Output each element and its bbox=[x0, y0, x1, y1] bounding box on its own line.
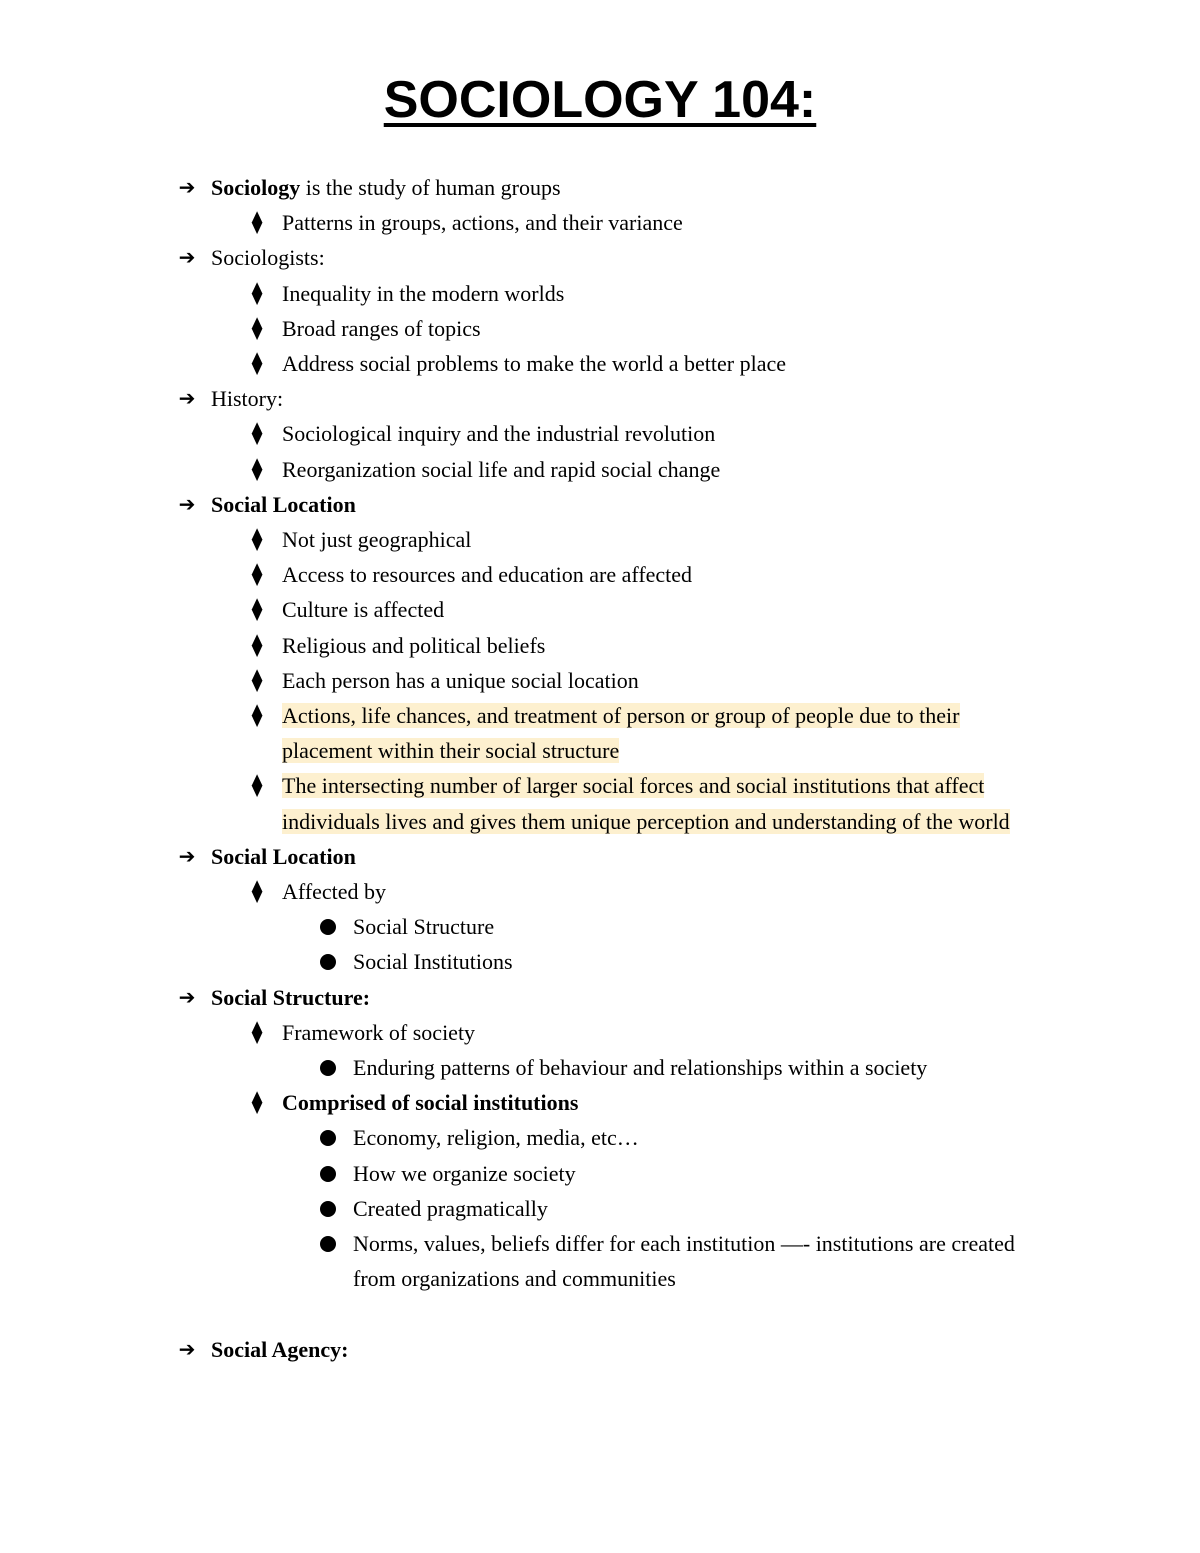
outline-item-text bbox=[282, 205, 1050, 240]
outline-item-text bbox=[211, 839, 1070, 874]
outline-item bbox=[0, 381, 1200, 416]
filled-circle-icon bbox=[313, 1226, 343, 1264]
diamond-icon: ⧫ bbox=[251, 562, 263, 588]
text-run: Affected by bbox=[282, 879, 387, 905]
bold-text: Comprised of social institutions bbox=[282, 1090, 579, 1116]
bold-text: Sociology bbox=[211, 175, 301, 200]
outline-item-text bbox=[353, 1050, 1050, 1085]
diamond-icon: ⧫ bbox=[251, 632, 263, 658]
outline-item bbox=[0, 839, 1200, 874]
text-run: Each person has a unique social location bbox=[282, 667, 639, 693]
text-run: Social Structure bbox=[353, 914, 495, 940]
diamond-icon: ⧫ bbox=[251, 1019, 263, 1045]
outline-item bbox=[0, 1120, 1200, 1155]
outline-item bbox=[0, 698, 1200, 768]
text-run: Patterns in groups, actions, and their variance bbox=[282, 210, 683, 236]
outline-item-text bbox=[282, 416, 1050, 451]
outline-item-text bbox=[282, 452, 1050, 487]
bold-text: Social Location bbox=[211, 491, 356, 517]
outline-item bbox=[0, 663, 1200, 698]
diamond-icon: ⧫ bbox=[251, 351, 263, 377]
diamond-icon: ⧫ bbox=[251, 527, 263, 553]
text-run: Sociologists: bbox=[211, 245, 325, 271]
outline-item bbox=[0, 628, 1200, 663]
outline-item-text bbox=[282, 557, 1050, 592]
outline-item-text bbox=[282, 874, 1050, 909]
outline-item bbox=[0, 205, 1200, 240]
outline-item bbox=[0, 1226, 1200, 1296]
outline-item-text bbox=[211, 170, 1070, 205]
outline-item bbox=[0, 170, 1200, 205]
diamond-icon: ⧫ bbox=[251, 879, 263, 905]
outline-item-text bbox=[353, 1156, 1050, 1191]
text-run: Inequality in the modern worlds bbox=[282, 280, 565, 306]
text-run: is the study of human groups bbox=[300, 175, 561, 200]
text-run: Sociological inquiry and the industrial revolution bbox=[282, 421, 716, 447]
outline-item-text bbox=[353, 1120, 1050, 1155]
outline-item bbox=[0, 1015, 1200, 1050]
outline-item-text bbox=[282, 592, 1050, 627]
text-run: Norms, values, beliefs differ for each institution —- institutions are created from organizations and communities bbox=[353, 1231, 1015, 1292]
outline-item bbox=[0, 874, 1200, 909]
outline-item bbox=[0, 768, 1200, 838]
arrow-right-icon: ➔ bbox=[178, 386, 196, 411]
outline-item bbox=[0, 944, 1200, 979]
outline-item-text bbox=[211, 381, 1070, 416]
arrow-right-icon: ➔ bbox=[178, 491, 196, 516]
text-run: Created pragmatically bbox=[353, 1195, 548, 1221]
outline-item-text bbox=[353, 909, 1050, 944]
outline-item bbox=[0, 276, 1200, 311]
outline-item bbox=[0, 346, 1200, 381]
text-run: Actions, life chances, and treatment of person or group of people due to their placement within their social structure bbox=[282, 703, 960, 764]
text-run: Access to resources and education are affected bbox=[282, 562, 693, 588]
filled-circle-icon bbox=[313, 909, 343, 947]
outline-item-text bbox=[211, 487, 1070, 522]
outline-item bbox=[0, 240, 1200, 275]
outline-item-text bbox=[282, 698, 1050, 768]
outline-item-text bbox=[282, 1085, 1050, 1120]
outline-item-text bbox=[353, 1191, 1050, 1226]
bullet-outline bbox=[0, 170, 1200, 1367]
diamond-icon: ⧫ bbox=[251, 280, 263, 306]
text-run: Reorganization social life and rapid social change bbox=[282, 456, 721, 482]
diamond-icon: ⧫ bbox=[251, 315, 263, 341]
outline-item-text bbox=[282, 311, 1050, 346]
outline-item-text bbox=[282, 1015, 1050, 1050]
diamond-icon: ⧫ bbox=[251, 597, 263, 623]
arrow-right-icon: ➔ bbox=[178, 1336, 196, 1361]
outline-item bbox=[0, 980, 1200, 1015]
arrow-right-icon: ➔ bbox=[178, 245, 196, 270]
outline-item bbox=[0, 522, 1200, 557]
filled-circle-icon bbox=[313, 1050, 343, 1088]
text-run: The intersecting number of larger social forces and social institutions that affect individuals lives and gives them unique perception and understanding of the world bbox=[282, 773, 1010, 834]
outline-item-text bbox=[211, 240, 1070, 275]
outline-item bbox=[0, 557, 1200, 592]
filled-circle-icon bbox=[313, 1156, 343, 1194]
outline-item bbox=[0, 1156, 1200, 1191]
text-run: How we organize society bbox=[353, 1160, 576, 1186]
outline-item-text bbox=[353, 944, 1050, 979]
outline-item bbox=[0, 592, 1200, 627]
text-run: Not just geographical bbox=[282, 527, 472, 553]
text-run: Social Institutions bbox=[353, 949, 513, 975]
filled-circle-icon bbox=[313, 1120, 343, 1158]
text-run: Address social problems to make the world a better place bbox=[282, 351, 787, 377]
filled-circle-icon bbox=[313, 1191, 343, 1229]
outline-item bbox=[0, 1085, 1200, 1120]
filled-circle-icon bbox=[313, 944, 343, 982]
arrow-right-icon: ➔ bbox=[178, 175, 196, 199]
document-title: SOCIOLOGY 104: bbox=[383, 71, 817, 129]
outline-item-text bbox=[211, 980, 1070, 1015]
outline-item-text bbox=[282, 276, 1050, 311]
arrow-right-icon: ➔ bbox=[178, 984, 196, 1009]
outline-item-text bbox=[282, 768, 1050, 838]
outline-item-text bbox=[211, 1332, 1070, 1367]
outline-item-text bbox=[282, 663, 1050, 698]
diamond-icon: ⧫ bbox=[251, 703, 263, 729]
text-run: Enduring patterns of behaviour and relationships within a society bbox=[353, 1055, 928, 1081]
diamond-icon: ⧫ bbox=[251, 210, 263, 236]
outline-item bbox=[0, 1050, 1200, 1085]
diamond-icon: ⧫ bbox=[251, 421, 263, 447]
text-run: Economy, religion, media, etc… bbox=[353, 1125, 639, 1151]
diamond-icon: ⧫ bbox=[251, 667, 263, 693]
outline-item-text bbox=[282, 522, 1050, 557]
text-run: Religious and political beliefs bbox=[282, 632, 546, 658]
outline-item bbox=[0, 452, 1200, 487]
text-run: History: bbox=[211, 386, 284, 412]
outline-item bbox=[0, 1191, 1200, 1226]
text-run: Framework of society bbox=[282, 1019, 476, 1045]
outline-item bbox=[0, 311, 1200, 346]
outline-item bbox=[0, 1332, 1200, 1367]
arrow-right-icon: ➔ bbox=[178, 843, 196, 868]
outline-item bbox=[0, 416, 1200, 451]
blank-line bbox=[0, 1297, 1200, 1332]
bold-text: Social Location bbox=[211, 843, 356, 869]
diamond-icon: ⧫ bbox=[251, 456, 263, 482]
bold-text: Social Structure: bbox=[211, 984, 371, 1010]
diamond-icon: ⧫ bbox=[251, 773, 263, 799]
outline-item bbox=[0, 909, 1200, 944]
text-run: Culture is affected bbox=[282, 597, 445, 623]
outline-item bbox=[0, 487, 1200, 522]
outline-item-text bbox=[282, 628, 1050, 663]
outline-item-text bbox=[282, 346, 1050, 381]
outline-item-text bbox=[353, 1226, 1050, 1296]
text-run: Broad ranges of topics bbox=[282, 315, 481, 341]
bold-text: Social Agency: bbox=[211, 1336, 349, 1362]
diamond-icon: ⧫ bbox=[251, 1090, 263, 1116]
